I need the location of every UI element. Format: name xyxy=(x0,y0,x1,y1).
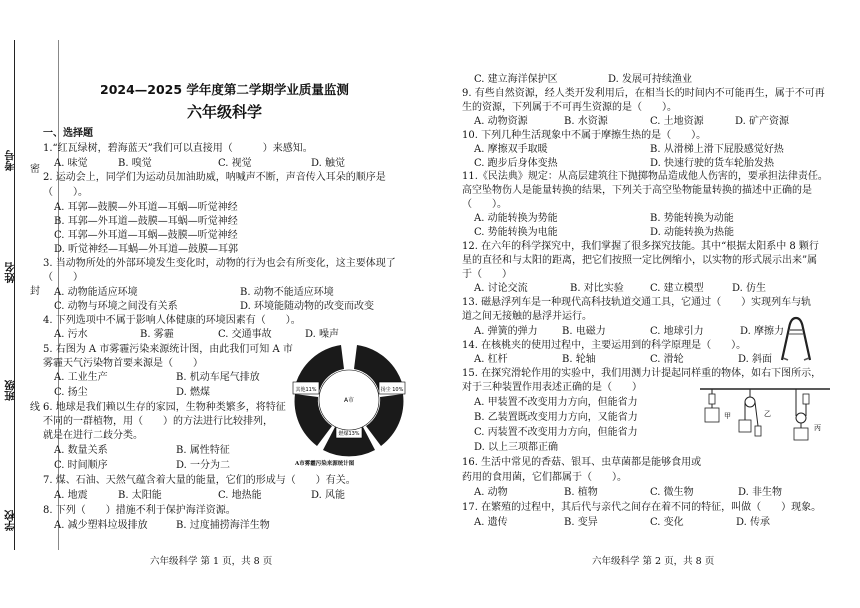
q10-option-c[interactable]: C. 跑步后身体变热 xyxy=(474,158,558,169)
q16-option-b[interactable]: B. 植物 xyxy=(564,487,598,498)
q15-option-d[interactable]: D. 以上三项都正确 xyxy=(474,442,559,453)
q2-option-a[interactable]: A. 耳郭—鼓膜—外耳道—耳蜗—听觉神经 xyxy=(54,202,238,213)
pulley-diagram xyxy=(700,386,830,444)
q12-text-1: 12. 在六年的科学探究中，我们掌握了很多探究技能。其中“根据太阳系中 8 颗行 xyxy=(462,241,819,252)
school-label: 学校 xyxy=(4,510,16,531)
q6-option-b[interactable]: B. 属性特征 xyxy=(176,445,230,456)
q8-option-a[interactable]: A. 减少塑料垃圾排放 xyxy=(54,520,148,531)
name-label: 姓名 xyxy=(4,262,16,283)
q16-text-2: 药用的食用菌，它们都属于（ ）。 xyxy=(462,472,627,483)
q10-text: 10. 下列几种生活现象中不属于摩擦生热的是（ ）。 xyxy=(462,130,707,141)
q2-option-c[interactable]: C. 耳郭—外耳道—耳蜗—鼓膜—听觉神经 xyxy=(54,230,238,241)
q10-option-d[interactable]: D. 快速行驶的货车轮胎发热 xyxy=(650,158,775,169)
q3-option-c[interactable]: C. 动物与环境之间没有关系 xyxy=(54,301,178,312)
pie-caption: A市雾霾污染来源统计图 xyxy=(295,461,355,467)
q2-text-1: 2. 运动会上，同学们为运动员加油助威，呐喊声不断，声音传入耳朵的顺序是 xyxy=(43,172,386,183)
q2-option-b[interactable]: B. 耳郭—外耳道—鼓膜—耳蜗—听觉神经 xyxy=(54,216,238,227)
exam-title: 2024—2025 学年度第二学期学业质量监测 xyxy=(100,82,349,97)
q4-option-b[interactable]: B. 雾霾 xyxy=(140,329,174,340)
cut-mark-mi: 密 xyxy=(30,164,40,175)
q9-option-d[interactable]: D. 矿产资源 xyxy=(735,116,790,127)
q9-text-1: 9. 有些自然资源，经人类开发利用后，在相当长的时间内不可能再生，属于不可再 xyxy=(462,88,825,99)
q8-text: 8. 下列（ ）措施不利于保护海洋资源。 xyxy=(43,505,236,516)
q14-option-b[interactable]: B. 轮轴 xyxy=(562,354,596,365)
q9-option-a[interactable]: A. 动物资源 xyxy=(474,116,528,127)
q4-option-a[interactable]: A. 污水 xyxy=(54,329,88,340)
q5-option-b[interactable]: B. 机动车尾气排放 xyxy=(176,372,260,383)
q2-text-2: （ ）。 xyxy=(43,187,88,198)
q17-option-d[interactable]: D. 传承 xyxy=(736,517,771,528)
q17-text: 17. 在繁殖的过程中，其后代与亲代之间存在着不同的特征，叫做（ ）现象。 xyxy=(462,502,822,513)
class-label: 班级 xyxy=(4,380,16,401)
q13-text-2: 道之间无接触的悬浮并运行。 xyxy=(462,311,592,322)
q7-option-c[interactable]: C. 地热能 xyxy=(218,490,262,501)
q7-option-b[interactable]: B. 太阳能 xyxy=(118,490,162,501)
q15-option-b[interactable]: B. 乙装置既改变用力方向，又能省力 xyxy=(474,412,638,423)
pie-label-other: 其他11% xyxy=(295,387,317,393)
cut-mark-feng: 封 xyxy=(30,286,40,297)
q12-option-a[interactable]: A. 讨论交流 xyxy=(474,283,528,294)
q6-option-d[interactable]: D. 一分为二 xyxy=(176,460,231,471)
q9-option-c[interactable]: C. 土地资源 xyxy=(650,116,704,127)
q12-option-b[interactable]: B. 对比实验 xyxy=(570,283,624,294)
q11-text-1: 11.《民法典》规定：从高层建筑往下抛掷物品造成他人伤害的，要承担法律责任。 xyxy=(462,171,828,182)
q6-option-a[interactable]: A. 数量关系 xyxy=(54,445,108,456)
q2-option-d[interactable]: D. 听觉神经—耳蜗—外耳道—鼓膜—耳郭 xyxy=(54,244,239,255)
q9-option-b[interactable]: B. 水资源 xyxy=(564,116,608,127)
q10-option-a[interactable]: A. 摩擦双手取暖 xyxy=(474,144,548,155)
section-heading: 一、选择题 xyxy=(43,128,93,139)
pie-center-label: A市 xyxy=(343,397,355,404)
pulley-label-jia: 甲 xyxy=(724,412,731,420)
q7-text: 7. 煤、石油、天然气蕴含着大量的能量，它们的形成与（ ）有关。 xyxy=(43,475,356,486)
q13-option-c[interactable]: C. 地球引力 xyxy=(650,326,704,337)
q10-option-b[interactable]: B. 从滑梯上滑下屁股感觉好热 xyxy=(650,144,784,155)
q4-option-c[interactable]: C. 交通事故 xyxy=(218,329,272,340)
q12-text-2: 星的直径和与太阳的距离，把它们按照一定比例缩小，以实物的形式展示出来”属 xyxy=(462,255,818,266)
q1-option-d[interactable]: D. 触觉 xyxy=(311,158,346,169)
page-2-footer: 六年级科学 第 2 页，共 8 页 xyxy=(592,556,715,567)
q16-option-c[interactable]: C. 微生物 xyxy=(650,487,694,498)
q13-option-b[interactable]: B. 电磁力 xyxy=(562,326,606,337)
q8-option-b[interactable]: B. 过度捕捞海洋生物 xyxy=(176,520,270,531)
q6-option-c[interactable]: C. 时间顺序 xyxy=(54,460,108,471)
q6-text-3: 就是在进行二歧分类。 xyxy=(43,430,143,441)
pulley-label-bing: 丙 xyxy=(814,424,821,432)
q7-option-a[interactable]: A. 地震 xyxy=(54,490,88,501)
q16-text-1: 16. 生活中常见的香菇、银耳、虫草菌都是能够食用或 xyxy=(462,457,702,468)
cut-mark-xian: 线 xyxy=(30,402,40,413)
q4-text: 4. 下列选项中不属于影响人体健康的环境因素有（ ）。 xyxy=(43,315,301,326)
q9-text-2: 生的资源，下列属于不可再生资源的是（ ）。 xyxy=(462,102,677,113)
q6-text-1: 6. 地球是我们赖以生存的家园，生物种类繁多，将特征 xyxy=(43,402,286,413)
q13-option-a[interactable]: A. 弹簧的弹力 xyxy=(474,326,538,337)
q1-option-b[interactable]: B. 嗅觉 xyxy=(118,158,152,169)
q3-option-a[interactable]: A. 动物能适应环境 xyxy=(54,287,138,298)
q8-option-c[interactable]: C. 建立海洋保护区 xyxy=(474,74,558,85)
q15-option-c[interactable]: C. 丙装置不改变用力方向，但能省力 xyxy=(474,427,638,438)
q13-text-1: 13. 磁悬浮列车是一种现代高科技轨道交通工具，它通过（ ）实现列车与轨 xyxy=(462,297,812,308)
q17-option-b[interactable]: B. 变异 xyxy=(564,517,598,528)
q16-option-a[interactable]: A. 动物 xyxy=(474,487,508,498)
q5-text-2: 雾霾天气污染物首要来源是（ ） xyxy=(43,358,203,369)
pollution-pie-chart xyxy=(284,338,414,464)
q3-option-b[interactable]: B. 动物不能适应环境 xyxy=(240,287,334,298)
q6-text-2: 不同的一群植物，用（ ）的方法进行比较排列， xyxy=(43,416,273,427)
pulley-label-yi: 乙 xyxy=(764,410,771,418)
q7-option-d[interactable]: D. 风能 xyxy=(311,490,346,501)
pie-label-coal: 燃煤13% xyxy=(338,431,360,437)
q17-option-a[interactable]: A. 遗传 xyxy=(474,517,508,528)
q1-text: 1.“红瓦绿树，碧海蓝天”我们可以直接用（ ）来感知。 xyxy=(43,143,313,154)
q8-option-d[interactable]: D. 发展可持续渔业 xyxy=(608,74,693,85)
q17-option-c[interactable]: C. 变化 xyxy=(650,517,684,528)
q12-option-d[interactable]: D. 仿生 xyxy=(732,283,767,294)
q5-option-d[interactable]: D. 燃煤 xyxy=(176,387,211,398)
q11-option-c[interactable]: C. 势能转换为电能 xyxy=(474,227,558,238)
q12-option-c[interactable]: C. 建立模型 xyxy=(650,283,704,294)
q5-option-c[interactable]: C. 扬尘 xyxy=(54,387,88,398)
q15-option-a[interactable]: A. 甲装置不改变用力方向，但能省力 xyxy=(474,397,638,408)
q5-text-1: 5. 右图为 A 市雾霾污染来源统计图，由此我们可知 A 市 xyxy=(43,344,293,355)
nutcracker-image xyxy=(778,314,814,364)
q15-text-1: 15. 在探究滑轮作用的实验中，我们用测力计提起同样重的物体，如右下图所示， xyxy=(462,368,822,379)
q11-text-3: （ ）。 xyxy=(462,199,507,210)
q14-text: 14. 在核桃夹的使用过程中，主要运用到的科学原理是（ ）。 xyxy=(462,340,747,351)
q13-option-d[interactable]: D. 摩擦力 xyxy=(740,326,785,337)
q14-option-c[interactable]: C. 滑轮 xyxy=(650,354,684,365)
q1-option-c[interactable]: C. 视觉 xyxy=(218,158,252,169)
margin-line-1 xyxy=(14,40,15,550)
q14-option-a[interactable]: A. 杠杆 xyxy=(474,354,508,365)
q12-text-3: 于（ ） xyxy=(462,269,512,280)
q11-text-2: 高空坠物伤人是能量转换的结果，下列关于高空坠物能量转换的描述中正确的是 xyxy=(462,185,812,196)
q14-option-d[interactable]: D. 斜面 xyxy=(738,354,773,365)
q11-option-a[interactable]: A. 动能转换为势能 xyxy=(474,213,558,224)
q1-option-a[interactable]: A. 味觉 xyxy=(54,158,88,169)
q3-text-2: （ ） xyxy=(43,272,83,283)
q15-text-2: 对于三种装置作用表述正确的是（ ） xyxy=(462,382,642,393)
exam-number-label: 考号 xyxy=(4,150,16,171)
page-1-footer: 六年级科学 第 1 页，共 8 页 xyxy=(150,556,273,567)
q3-option-d[interactable]: D. 环境能随动物的改变而改变 xyxy=(240,301,375,312)
q4-option-d[interactable]: D. 噪声 xyxy=(305,329,340,340)
q11-option-b[interactable]: B. 势能转换为动能 xyxy=(650,213,734,224)
q11-option-d[interactable]: D. 动能转换为热能 xyxy=(650,227,735,238)
q5-option-a[interactable]: A. 工业生产 xyxy=(54,372,108,383)
q16-option-d[interactable]: D. 非生物 xyxy=(738,487,783,498)
pie-svg xyxy=(284,338,414,464)
q3-text-1: 3. 当动物所处的外部环境发生变化时，动物的行为也会有所变化，这主要体现了 xyxy=(43,258,396,269)
pie-label-dust: 扬尘 10% xyxy=(380,387,404,393)
exam-subject: 六年级科学 xyxy=(187,103,263,121)
